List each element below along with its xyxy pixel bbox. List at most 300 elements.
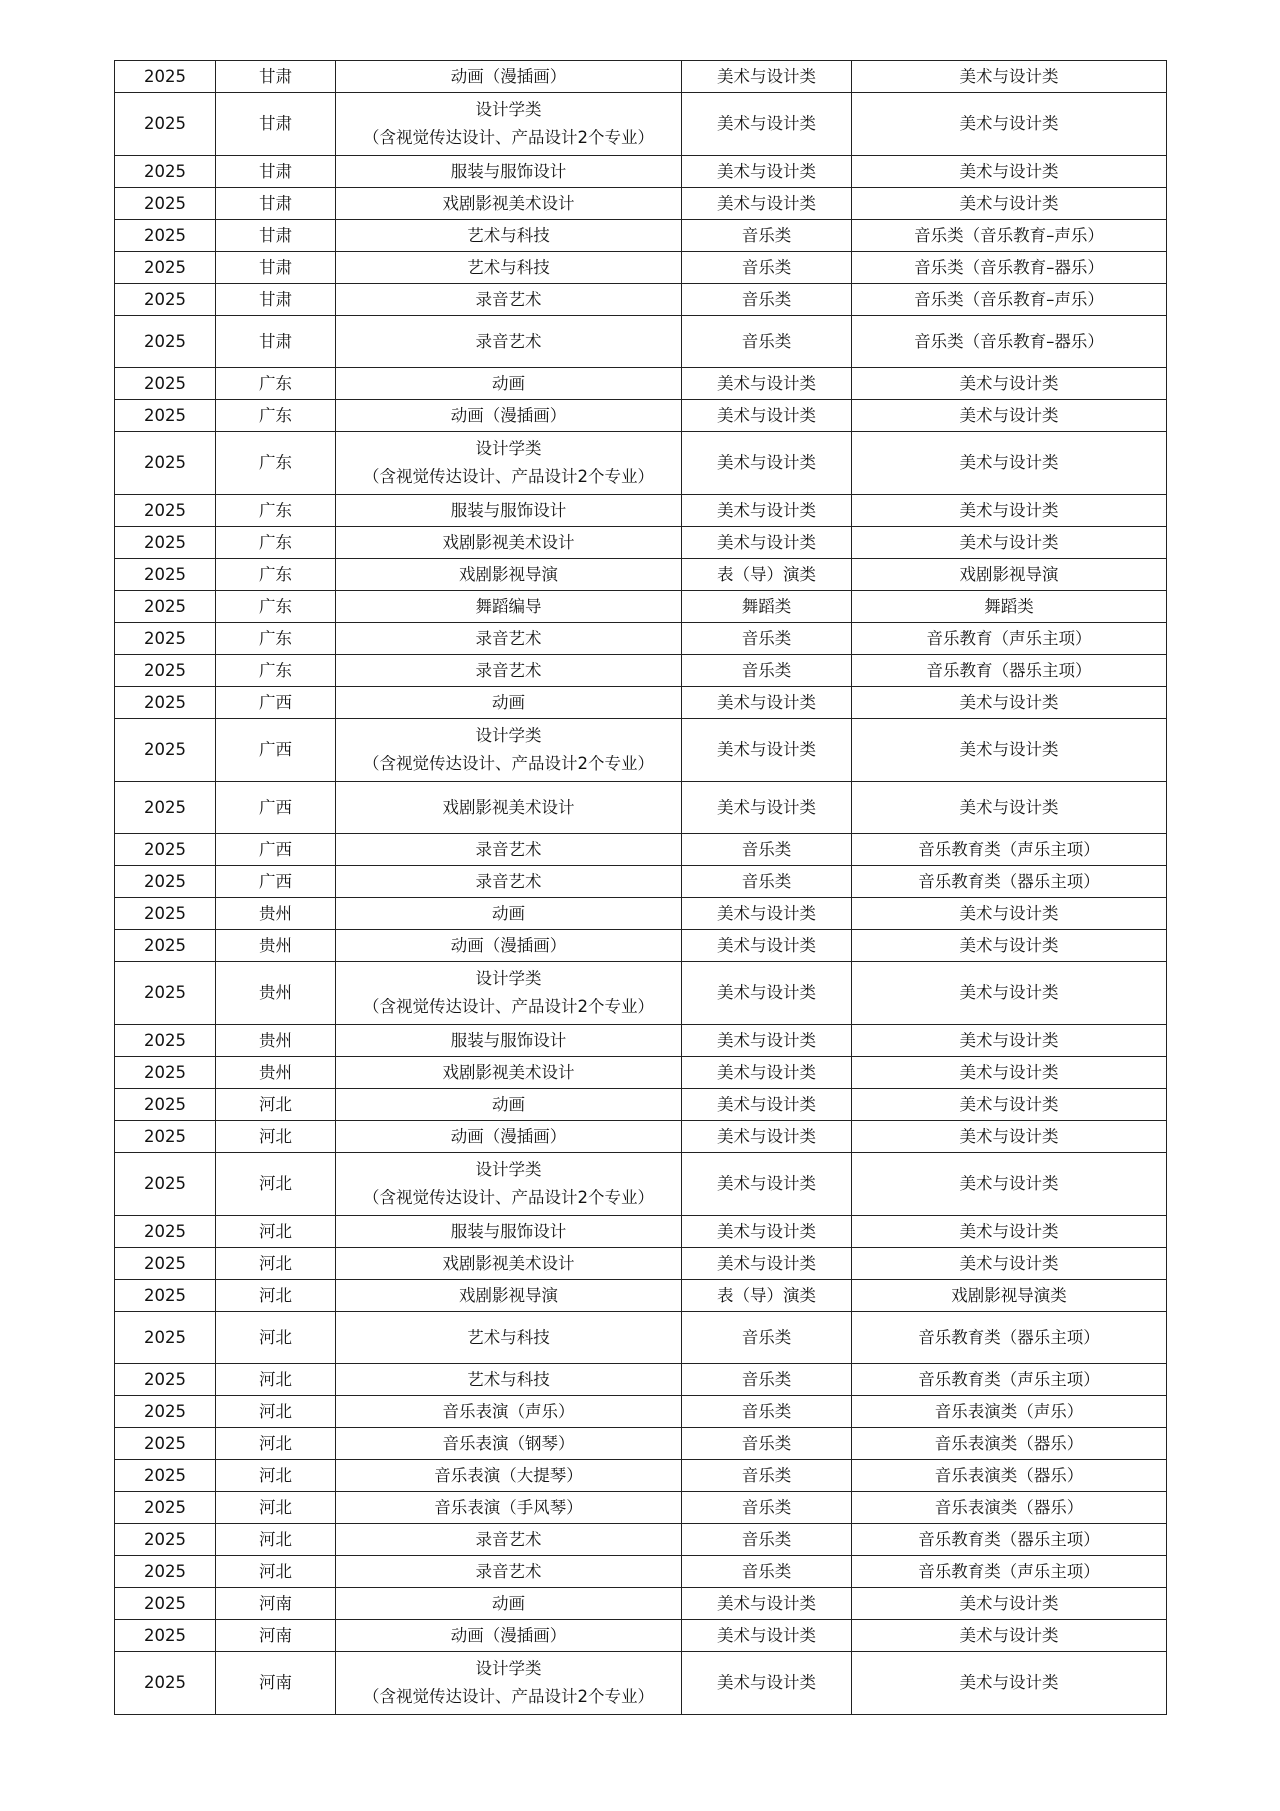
category-cell: 美术与设计类 — [682, 93, 852, 156]
major-cell — [336, 1248, 682, 1280]
year-cell: 2025 — [115, 1556, 216, 1588]
major-line: 艺术与科技 — [467, 1369, 550, 1389]
province-cell: 广东 — [216, 432, 336, 495]
major-line: 录音艺术 — [475, 289, 542, 309]
subject-cell: 音乐类（音乐教育–器乐） — [852, 252, 1167, 284]
major-line: （含视觉传达设计、产品设计2个专业） — [363, 754, 654, 773]
major-line: 音乐表演（钢琴） — [442, 1433, 575, 1453]
province-cell: 贵州 — [216, 930, 336, 962]
table-row — [115, 1492, 1167, 1524]
major-line: 录音艺术 — [475, 839, 542, 859]
table-row — [115, 316, 1167, 368]
subject-cell: 美术与设计类 — [852, 1089, 1167, 1121]
table-row — [115, 220, 1167, 252]
major-cell — [336, 1428, 682, 1460]
major-line: 戏剧影视导演 — [459, 564, 558, 584]
major-line: 动画 — [492, 1593, 525, 1613]
major-cell — [336, 156, 682, 188]
major-line: 动画 — [492, 373, 525, 393]
table-row — [115, 1524, 1167, 1556]
table-row — [115, 400, 1167, 432]
province-cell: 广东 — [216, 655, 336, 687]
category-cell: 美术与设计类 — [682, 1057, 852, 1089]
table-row — [115, 930, 1167, 962]
major-cell — [336, 220, 682, 252]
category-cell: 表（导）演类 — [682, 1280, 852, 1312]
category-cell: 音乐类 — [682, 866, 852, 898]
year-cell: 2025 — [115, 1364, 216, 1396]
subject-cell: 美术与设计类 — [852, 93, 1167, 156]
major-line: 录音艺术 — [475, 871, 542, 891]
year-cell: 2025 — [115, 1089, 216, 1121]
year-cell: 2025 — [115, 655, 216, 687]
province-cell: 甘肃 — [216, 93, 336, 156]
category-cell: 美术与设计类 — [682, 962, 852, 1025]
table-row — [115, 1364, 1167, 1396]
province-cell: 甘肃 — [216, 252, 336, 284]
major-cell — [336, 1153, 682, 1216]
category-cell: 音乐类 — [682, 284, 852, 316]
province-cell: 广东 — [216, 623, 336, 655]
major-cell — [336, 623, 682, 655]
table-row — [115, 527, 1167, 559]
category-cell: 音乐类 — [682, 316, 852, 368]
category-cell: 音乐类 — [682, 220, 852, 252]
major-line: （含视觉传达设计、产品设计2个专业） — [363, 1687, 654, 1706]
province-cell: 广西 — [216, 866, 336, 898]
table-row — [115, 1280, 1167, 1312]
category-cell: 美术与设计类 — [682, 1588, 852, 1620]
major-line: 录音艺术 — [475, 1529, 542, 1549]
category-cell: 美术与设计类 — [682, 432, 852, 495]
subject-cell: 音乐教育（器乐主项） — [852, 655, 1167, 687]
major-cell — [336, 1089, 682, 1121]
province-cell: 广西 — [216, 687, 336, 719]
subject-cell: 美术与设计类 — [852, 368, 1167, 400]
table-row — [115, 252, 1167, 284]
table-row — [115, 1121, 1167, 1153]
major-line: 戏剧影视美术设计 — [442, 193, 575, 213]
subject-cell: 美术与设计类 — [852, 1248, 1167, 1280]
major-cell — [336, 188, 682, 220]
province-cell: 广东 — [216, 400, 336, 432]
major-line: 服装与服饰设计 — [450, 500, 567, 520]
category-cell: 美术与设计类 — [682, 188, 852, 220]
category-cell: 音乐类 — [682, 1556, 852, 1588]
major-cell — [336, 1121, 682, 1153]
major-cell — [336, 1556, 682, 1588]
year-cell: 2025 — [115, 559, 216, 591]
year-cell: 2025 — [115, 1312, 216, 1364]
table-row — [115, 559, 1167, 591]
major-cell — [336, 1620, 682, 1652]
year-cell: 2025 — [115, 1652, 216, 1715]
category-cell: 美术与设计类 — [682, 719, 852, 782]
subject-cell: 音乐教育类（器乐主项） — [852, 1312, 1167, 1364]
category-cell: 音乐类 — [682, 1428, 852, 1460]
major-line: 音乐表演（手风琴） — [434, 1497, 583, 1517]
major-cell — [336, 432, 682, 495]
admissions-table — [114, 60, 1167, 1715]
table-row — [115, 719, 1167, 782]
province-cell: 甘肃 — [216, 61, 336, 93]
table-row — [115, 782, 1167, 834]
major-line: 戏剧影视美术设计 — [442, 532, 575, 552]
major-line: 设计学类 — [475, 726, 542, 745]
table-row — [115, 93, 1167, 156]
major-cell — [336, 898, 682, 930]
major-cell — [336, 930, 682, 962]
subject-cell: 戏剧影视导演 — [852, 559, 1167, 591]
major-cell — [336, 559, 682, 591]
subject-cell: 音乐表演类（声乐） — [852, 1396, 1167, 1428]
province-cell: 广西 — [216, 782, 336, 834]
year-cell: 2025 — [115, 1620, 216, 1652]
major-cell — [336, 1524, 682, 1556]
province-cell: 河北 — [216, 1248, 336, 1280]
category-cell: 音乐类 — [682, 834, 852, 866]
year-cell: 2025 — [115, 432, 216, 495]
subject-cell: 音乐类（音乐教育–声乐） — [852, 220, 1167, 252]
year-cell: 2025 — [115, 591, 216, 623]
category-cell: 美术与设计类 — [682, 61, 852, 93]
subject-cell: 音乐教育类（器乐主项） — [852, 1524, 1167, 1556]
subject-cell: 美术与设计类 — [852, 1057, 1167, 1089]
year-cell: 2025 — [115, 220, 216, 252]
major-cell — [336, 93, 682, 156]
major-line: 设计学类 — [475, 969, 542, 988]
table-row — [115, 655, 1167, 687]
subject-cell: 美术与设计类 — [852, 1652, 1167, 1715]
major-line: 戏剧影视导演 — [459, 1285, 558, 1305]
table-row — [115, 687, 1167, 719]
subject-cell: 美术与设计类 — [852, 719, 1167, 782]
major-cell — [336, 527, 682, 559]
table-row — [115, 1216, 1167, 1248]
category-cell: 美术与设计类 — [682, 527, 852, 559]
category-cell: 美术与设计类 — [682, 400, 852, 432]
province-cell: 河北 — [216, 1428, 336, 1460]
subject-cell: 音乐教育（声乐主项） — [852, 623, 1167, 655]
province-cell: 河北 — [216, 1153, 336, 1216]
province-cell: 河北 — [216, 1216, 336, 1248]
subject-cell: 音乐教育类（声乐主项） — [852, 834, 1167, 866]
category-cell: 音乐类 — [682, 655, 852, 687]
major-line: 动画（漫插画） — [450, 405, 567, 425]
subject-cell: 美术与设计类 — [852, 1620, 1167, 1652]
major-line: （含视觉传达设计、产品设计2个专业） — [363, 997, 654, 1016]
major-line: 服装与服饰设计 — [450, 161, 567, 181]
province-cell: 河北 — [216, 1460, 336, 1492]
year-cell: 2025 — [115, 156, 216, 188]
major-cell — [336, 284, 682, 316]
major-line: 动画 — [492, 903, 525, 923]
table-row — [115, 1248, 1167, 1280]
subject-cell: 美术与设计类 — [852, 400, 1167, 432]
category-cell: 美术与设计类 — [682, 930, 852, 962]
subject-cell: 美术与设计类 — [852, 1025, 1167, 1057]
year-cell: 2025 — [115, 1428, 216, 1460]
major-cell — [336, 1652, 682, 1715]
category-cell: 美术与设计类 — [682, 687, 852, 719]
table-row — [115, 1588, 1167, 1620]
category-cell: 美术与设计类 — [682, 1121, 852, 1153]
subject-cell: 美术与设计类 — [852, 898, 1167, 930]
province-cell: 河北 — [216, 1312, 336, 1364]
major-line: 音乐表演（声乐） — [442, 1401, 575, 1421]
category-cell: 美术与设计类 — [682, 1153, 852, 1216]
major-cell — [336, 1312, 682, 1364]
province-cell: 广东 — [216, 368, 336, 400]
category-cell: 美术与设计类 — [682, 1652, 852, 1715]
major-cell — [336, 687, 682, 719]
table-row — [115, 1396, 1167, 1428]
major-line: 录音艺术 — [475, 331, 542, 351]
major-line: 艺术与科技 — [467, 225, 550, 245]
province-cell: 河北 — [216, 1364, 336, 1396]
year-cell: 2025 — [115, 1025, 216, 1057]
major-line: （含视觉传达设计、产品设计2个专业） — [363, 1188, 654, 1207]
province-cell: 甘肃 — [216, 188, 336, 220]
major-line: 动画（漫插画） — [450, 935, 567, 955]
category-cell: 美术与设计类 — [682, 1089, 852, 1121]
subject-cell: 音乐教育类（声乐主项） — [852, 1556, 1167, 1588]
year-cell: 2025 — [115, 866, 216, 898]
table-row — [115, 623, 1167, 655]
major-line: 戏剧影视美术设计 — [442, 1062, 575, 1082]
table-row — [115, 156, 1167, 188]
major-cell — [336, 1280, 682, 1312]
major-cell — [336, 866, 682, 898]
category-cell: 音乐类 — [682, 1460, 852, 1492]
major-cell — [336, 1057, 682, 1089]
table-row — [115, 1652, 1167, 1715]
year-cell: 2025 — [115, 1121, 216, 1153]
year-cell: 2025 — [115, 284, 216, 316]
province-cell: 河北 — [216, 1396, 336, 1428]
category-cell: 美术与设计类 — [682, 368, 852, 400]
table-row — [115, 368, 1167, 400]
year-cell: 2025 — [115, 1396, 216, 1428]
category-cell: 音乐类 — [682, 1524, 852, 1556]
major-cell — [336, 61, 682, 93]
major-line: 设计学类 — [475, 1160, 542, 1179]
major-cell — [336, 1216, 682, 1248]
year-cell: 2025 — [115, 1153, 216, 1216]
category-cell: 美术与设计类 — [682, 1248, 852, 1280]
category-cell: 音乐类 — [682, 623, 852, 655]
table-row — [115, 898, 1167, 930]
year-cell: 2025 — [115, 1588, 216, 1620]
province-cell: 河南 — [216, 1652, 336, 1715]
major-cell — [336, 1460, 682, 1492]
province-cell: 广东 — [216, 527, 336, 559]
major-cell — [336, 1025, 682, 1057]
year-cell: 2025 — [115, 930, 216, 962]
major-line: 录音艺术 — [475, 628, 542, 648]
province-cell: 广东 — [216, 591, 336, 623]
major-cell — [336, 719, 682, 782]
major-cell — [336, 368, 682, 400]
major-line: 动画（漫插画） — [450, 1625, 567, 1645]
year-cell: 2025 — [115, 93, 216, 156]
major-line: 设计学类 — [475, 1659, 542, 1678]
table-row — [115, 962, 1167, 1025]
year-cell: 2025 — [115, 1248, 216, 1280]
province-cell: 河北 — [216, 1280, 336, 1312]
province-cell: 甘肃 — [216, 284, 336, 316]
subject-cell: 美术与设计类 — [852, 432, 1167, 495]
major-cell — [336, 1396, 682, 1428]
major-line: 动画（漫插画） — [450, 1126, 567, 1146]
category-cell: 美术与设计类 — [682, 1025, 852, 1057]
province-cell: 贵州 — [216, 898, 336, 930]
major-line: 舞蹈编导 — [475, 596, 542, 616]
table-row — [115, 495, 1167, 527]
category-cell: 美术与设计类 — [682, 1620, 852, 1652]
subject-cell: 美术与设计类 — [852, 156, 1167, 188]
category-cell: 美术与设计类 — [682, 782, 852, 834]
table-row — [115, 591, 1167, 623]
year-cell: 2025 — [115, 834, 216, 866]
major-line: 录音艺术 — [475, 1561, 542, 1581]
province-cell: 河南 — [216, 1588, 336, 1620]
category-cell: 表（导）演类 — [682, 559, 852, 591]
province-cell: 甘肃 — [216, 156, 336, 188]
year-cell: 2025 — [115, 61, 216, 93]
subject-cell: 舞蹈类 — [852, 591, 1167, 623]
subject-cell: 音乐表演类（器乐） — [852, 1428, 1167, 1460]
table-row — [115, 1620, 1167, 1652]
subject-cell: 美术与设计类 — [852, 962, 1167, 1025]
category-cell: 音乐类 — [682, 1312, 852, 1364]
category-cell: 音乐类 — [682, 1492, 852, 1524]
major-line: 设计学类 — [475, 439, 542, 458]
table-row — [115, 1312, 1167, 1364]
category-cell: 音乐类 — [682, 252, 852, 284]
province-cell: 贵州 — [216, 1057, 336, 1089]
subject-cell: 美术与设计类 — [852, 1588, 1167, 1620]
year-cell: 2025 — [115, 188, 216, 220]
year-cell: 2025 — [115, 495, 216, 527]
subject-cell: 美术与设计类 — [852, 1153, 1167, 1216]
table-row — [115, 1153, 1167, 1216]
province-cell: 河北 — [216, 1524, 336, 1556]
subject-cell: 音乐表演类（器乐） — [852, 1460, 1167, 1492]
subject-cell: 美术与设计类 — [852, 687, 1167, 719]
major-cell — [336, 591, 682, 623]
major-cell — [336, 1364, 682, 1396]
major-line: 录音艺术 — [475, 660, 542, 680]
major-cell — [336, 1588, 682, 1620]
province-cell: 广西 — [216, 834, 336, 866]
category-cell: 音乐类 — [682, 1396, 852, 1428]
subject-cell: 美术与设计类 — [852, 527, 1167, 559]
table-row — [115, 61, 1167, 93]
year-cell: 2025 — [115, 1524, 216, 1556]
major-cell — [336, 834, 682, 866]
major-cell — [336, 1492, 682, 1524]
category-cell: 美术与设计类 — [682, 1216, 852, 1248]
year-cell: 2025 — [115, 316, 216, 368]
major-line: 动画 — [492, 692, 525, 712]
subject-cell: 音乐教育类（声乐主项） — [852, 1364, 1167, 1396]
subject-cell: 戏剧影视导演类 — [852, 1280, 1167, 1312]
table-row — [115, 1460, 1167, 1492]
major-line: 动画 — [492, 1094, 525, 1114]
major-line: 戏剧影视美术设计 — [442, 1253, 575, 1273]
subject-cell: 美术与设计类 — [852, 782, 1167, 834]
province-cell: 甘肃 — [216, 316, 336, 368]
subject-cell: 美术与设计类 — [852, 61, 1167, 93]
province-cell: 广东 — [216, 559, 336, 591]
table-row — [115, 188, 1167, 220]
province-cell: 广东 — [216, 495, 336, 527]
subject-cell: 美术与设计类 — [852, 930, 1167, 962]
year-cell: 2025 — [115, 719, 216, 782]
major-line: 音乐表演（大提琴） — [434, 1465, 583, 1485]
table-row — [115, 432, 1167, 495]
year-cell: 2025 — [115, 1492, 216, 1524]
subject-cell: 美术与设计类 — [852, 1216, 1167, 1248]
table-row — [115, 834, 1167, 866]
table-body — [115, 61, 1167, 1715]
table-row — [115, 284, 1167, 316]
category-cell: 美术与设计类 — [682, 898, 852, 930]
year-cell: 2025 — [115, 1216, 216, 1248]
subject-cell: 音乐类（音乐教育–声乐） — [852, 284, 1167, 316]
year-cell: 2025 — [115, 368, 216, 400]
year-cell: 2025 — [115, 687, 216, 719]
category-cell: 音乐类 — [682, 1364, 852, 1396]
major-line: 艺术与科技 — [467, 257, 550, 277]
major-cell — [336, 782, 682, 834]
year-cell: 2025 — [115, 1057, 216, 1089]
province-cell: 贵州 — [216, 1025, 336, 1057]
province-cell: 贵州 — [216, 962, 336, 1025]
category-cell: 美术与设计类 — [682, 495, 852, 527]
major-line: （含视觉传达设计、产品设计2个专业） — [363, 467, 654, 486]
year-cell: 2025 — [115, 1280, 216, 1312]
category-cell: 舞蹈类 — [682, 591, 852, 623]
subject-cell: 美术与设计类 — [852, 188, 1167, 220]
major-cell — [336, 252, 682, 284]
year-cell: 2025 — [115, 527, 216, 559]
table-row — [115, 866, 1167, 898]
major-cell — [336, 495, 682, 527]
major-cell — [336, 655, 682, 687]
province-cell: 甘肃 — [216, 220, 336, 252]
table-row — [115, 1057, 1167, 1089]
major-line: 服装与服饰设计 — [450, 1030, 567, 1050]
major-line: 艺术与科技 — [467, 1327, 550, 1347]
year-cell: 2025 — [115, 400, 216, 432]
year-cell: 2025 — [115, 1460, 216, 1492]
province-cell: 河北 — [216, 1556, 336, 1588]
table-row — [115, 1025, 1167, 1057]
major-cell — [336, 962, 682, 1025]
year-cell: 2025 — [115, 782, 216, 834]
year-cell: 2025 — [115, 252, 216, 284]
subject-cell: 美术与设计类 — [852, 1121, 1167, 1153]
province-cell: 河北 — [216, 1492, 336, 1524]
major-line: 服装与服饰设计 — [450, 1221, 567, 1241]
major-cell — [336, 316, 682, 368]
major-line: 设计学类 — [475, 100, 542, 119]
subject-cell: 音乐表演类（器乐） — [852, 1492, 1167, 1524]
subject-cell: 音乐类（音乐教育–器乐） — [852, 316, 1167, 368]
subject-cell: 音乐教育类（器乐主项） — [852, 866, 1167, 898]
